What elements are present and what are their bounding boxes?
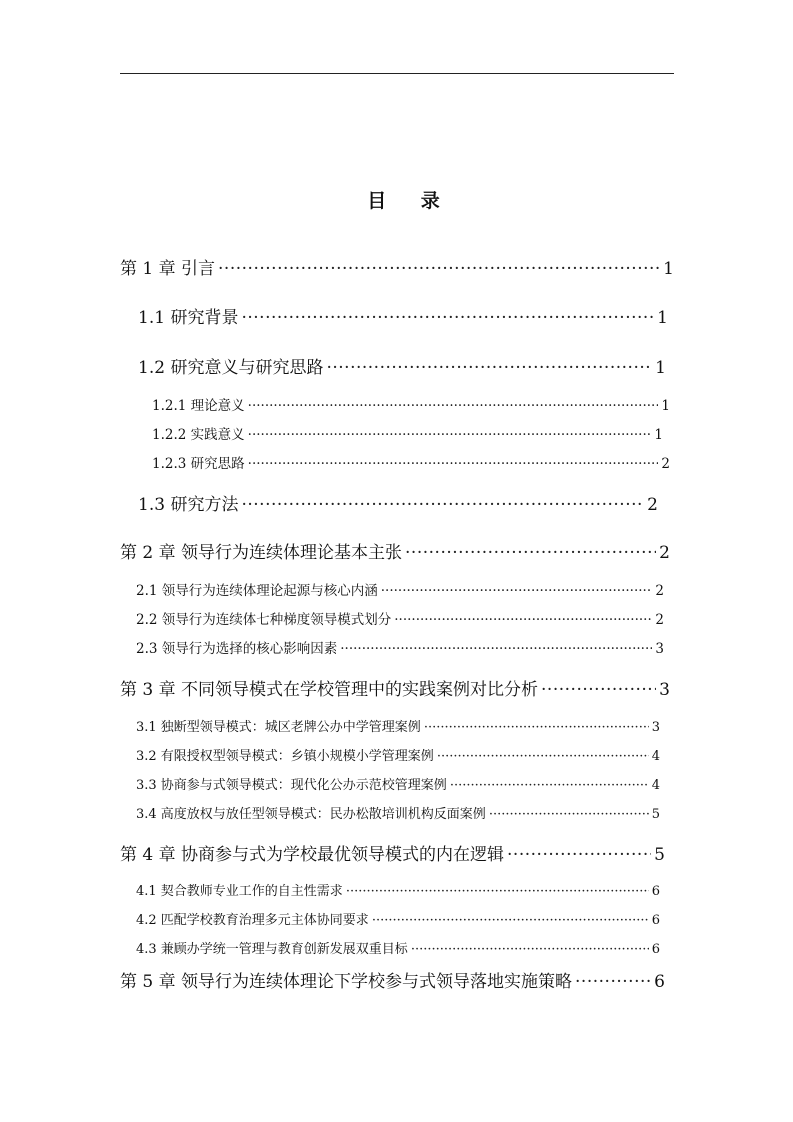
dot-leader: [346, 884, 649, 899]
toc-entry-page: 3: [659, 680, 670, 700]
toc-entry-label: 2.2 领导行为连续体七种梯度领导模式划分: [136, 612, 392, 628]
toc-entry-page: 6: [651, 942, 660, 957]
toc-entry-ch3[interactable]: [120, 675, 670, 700]
toc-entry-page: 1: [661, 398, 670, 414]
toc-entry-2-2[interactable]: [136, 608, 664, 628]
toc-entry-label: 3.4 高度放权与放任型领导模式：民办松散培训机构反面案例: [136, 807, 486, 822]
toc-entry-label: 1.2 研究意义与研究思路: [138, 358, 324, 378]
toc-entry-label: 第 5 章 领导行为连续体理论下学校参与式领导落地实施策略: [120, 972, 573, 992]
toc-entry-label: 1.2.1 理论意义: [152, 398, 245, 414]
toc-entry-label: 4.1 契合教师专业工作的自主性需求: [136, 884, 343, 899]
toc-entry-ch2[interactable]: [120, 538, 670, 563]
toc-entry-page: 6: [651, 913, 660, 928]
toc-entry-page: 3: [655, 641, 664, 657]
dot-leader: [411, 942, 649, 957]
toc-entry-label: 1.2.2 实践意义: [152, 427, 245, 443]
toc-entry-page: 2: [661, 456, 670, 472]
toc-entry-page: 4: [651, 749, 660, 764]
toc-entry-label: 第 2 章 领导行为连续体理论基本主张: [120, 543, 403, 563]
toc-entry-page: 2: [647, 495, 658, 515]
dot-leader: [248, 427, 652, 443]
toc-entry-label: 第 1 章 引言: [120, 259, 216, 279]
toc-entry-ch4[interactable]: [120, 840, 665, 865]
toc-entry-4-3[interactable]: [136, 938, 660, 957]
dot-leader: [241, 495, 644, 515]
dot-leader: [241, 308, 654, 328]
toc-entry-label: 第 3 章 不同领导模式在学校管理中的实践案例对比分析: [120, 680, 539, 700]
toc-entry-1-2[interactable]: [138, 353, 666, 378]
toc-entry-3-1[interactable]: [136, 716, 660, 735]
toc-entry-label: 第 4 章 协商参与式为学校最优领导模式的内在逻辑: [120, 845, 505, 865]
dot-leader: [218, 259, 660, 279]
dot-leader: [340, 641, 652, 657]
toc-entry-3-3[interactable]: [136, 774, 660, 793]
dot-leader: [381, 583, 653, 599]
toc-entry-label: 1.2.3 研究思路: [152, 456, 245, 472]
toc-entry-page: 5: [654, 845, 665, 865]
toc-entry-label: 4.3 兼顾办学统一管理与教育创新发展双重目标: [136, 942, 408, 957]
dot-leader: [394, 612, 652, 628]
dot-leader: [248, 398, 659, 414]
toc-entry-2-3[interactable]: [136, 637, 664, 657]
toc-entry-page: 2: [655, 612, 664, 628]
toc-entry-page: 1: [657, 308, 668, 328]
toc-entry-page: 3: [651, 720, 660, 735]
toc-entry-1-3[interactable]: [138, 490, 658, 515]
toc-entry-page: 2: [655, 583, 664, 599]
toc-title: 目 录: [367, 190, 454, 212]
dot-leader: [507, 845, 651, 865]
toc-entry-1-1[interactable]: [138, 303, 668, 328]
toc-entry-page: 2: [659, 543, 670, 563]
toc-entry-4-2[interactable]: [136, 909, 660, 928]
dot-leader: [248, 456, 659, 472]
toc-entry-1-2-1[interactable]: [152, 394, 670, 414]
toc-entry-label: 4.2 匹配学校教育治理多元主体协同要求: [136, 913, 369, 928]
toc-entry-2-1[interactable]: [136, 579, 664, 599]
toc-entry-3-4[interactable]: [136, 803, 660, 822]
toc-entry-page: 1: [663, 259, 674, 279]
toc-entry-label: 2.1 领导行为连续体理论起源与核心内涵: [136, 583, 378, 599]
toc-entry-1-2-3[interactable]: [152, 452, 670, 472]
dot-leader: [372, 913, 649, 928]
toc-entry-page: 1: [655, 358, 666, 378]
dot-leader: [489, 807, 649, 822]
toc-entry-page: 1: [654, 427, 663, 443]
toc-entry-label: 1.3 研究方法: [138, 495, 239, 515]
toc-entry-3-2[interactable]: [136, 745, 660, 764]
toc-entry-label: 2.3 领导行为选择的核心影响因素: [136, 641, 338, 657]
toc-entry-label: 3.1 独断型领导模式：城区老牌公办中学管理案例: [136, 720, 421, 735]
toc-entry-page: 4: [651, 778, 660, 793]
dot-leader: [575, 972, 651, 992]
dot-leader: [424, 720, 649, 735]
toc-entry-page: 6: [654, 972, 665, 992]
toc-entry-ch5[interactable]: [120, 967, 665, 992]
header-rule: [120, 73, 674, 74]
toc-entry-label: 1.1 研究背景: [138, 308, 239, 328]
toc-entry-4-1[interactable]: [136, 880, 660, 899]
toc-entry-label: 3.3 协商参与式领导模式：现代化公办示范校管理案例: [136, 778, 447, 793]
dot-leader: [405, 543, 656, 563]
toc-entry-page: 5: [651, 807, 660, 822]
dot-leader: [541, 680, 656, 700]
toc-entry-1-2-2[interactable]: [152, 423, 663, 443]
toc-entry-page: 6: [651, 884, 660, 899]
dot-leader: [326, 358, 652, 378]
dot-leader: [450, 778, 649, 793]
dot-leader: [437, 749, 649, 764]
toc-entry-label: 3.2 有限授权型领导模式：乡镇小规模小学管理案例: [136, 749, 434, 764]
toc-entry-ch1[interactable]: [120, 254, 674, 279]
